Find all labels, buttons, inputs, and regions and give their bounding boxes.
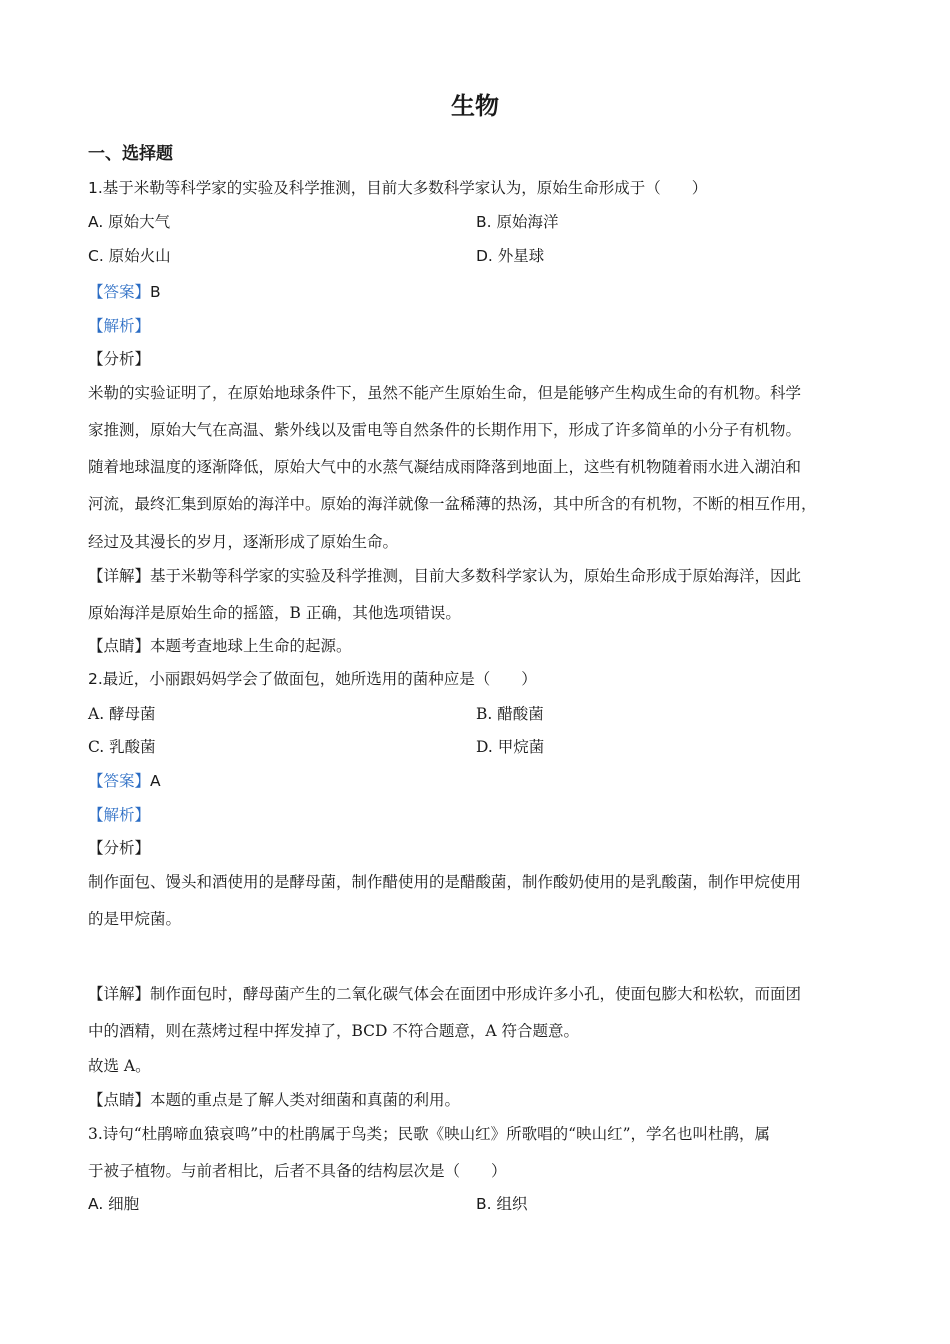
q3-stem-line: 3.诗句“杜鹃啼血猿哀鸣”中的杜鹃属于鸟类；民歌《映山红》所歌唱的“映山红”，学名也叫杜鹃，属 <box>88 1125 770 1143</box>
q2-conclusion: 故选 A。 <box>88 1057 151 1075</box>
q1-option-a: A. 原始大气 <box>88 213 171 231</box>
q1-detail-line: 基于米勒等科学家的实验及科学推测，目前大多数科学家认为，原始生命形成于原始海洋，因此 <box>150 567 802 585</box>
q1-answer-value: B <box>150 283 161 301</box>
q2-option-b: B. 醋酸菌 <box>476 705 544 723</box>
q1-comment <box>88 636 352 656</box>
q2-detail <box>88 984 801 1004</box>
q2-comment-tag: 【点睛】 <box>88 1091 151 1109</box>
q3-option-a: A. 细胞 <box>88 1195 140 1213</box>
section-heading: 一、选择题 <box>88 144 173 164</box>
q2-answer-value: A <box>150 772 161 790</box>
q2-analysis-tag: 【解析】 <box>88 806 151 824</box>
q1-comment-text: 本题考查地球上生命的起源。 <box>150 637 352 655</box>
q1-comment-tag: 【点睛】 <box>88 637 151 655</box>
q1-fenxi-tag: 【分析】 <box>88 350 151 368</box>
q1-option-d: D. 外星球 <box>476 247 545 265</box>
q1-fenxi-line: 经过及其漫长的岁月，逐渐形成了原始生命。 <box>88 533 399 551</box>
q1-fenxi-line: 河流，最终汇集到原始的海洋中。原始的海洋就像一盆稀薄的热汤，其中所含的有机物，不断的相互作用， <box>88 495 817 513</box>
q2-detail-tag: 【详解】 <box>88 985 151 1003</box>
q2-comment-text: 本题的重点是了解人类对细菌和真菌的利用。 <box>150 1091 461 1109</box>
q1-option-c: C. 原始火山 <box>88 247 171 265</box>
q2-answer <box>88 771 161 791</box>
q1-stem: 1.基于米勒等科学家的实验及科学推测，目前大多数科学家认为，原始生命形成于（ ） <box>88 179 708 197</box>
q1-detail <box>88 566 801 586</box>
page-title: 生物 <box>451 92 499 120</box>
q2-stem: 2.最近，小丽跟妈妈学会了做面包，她所选用的菌种应是（ ） <box>88 670 537 688</box>
q1-fenxi-line: 随着地球温度的逐渐降低，原始大气中的水蒸气凝结成雨降落到地面上，这些有机物随着雨水进入湖泊和 <box>88 458 802 476</box>
q1-option-b: B. 原始海洋 <box>476 213 559 231</box>
q2-option-d: D. 甲烷菌 <box>476 738 545 756</box>
q2-option-c: C. 乳酸菌 <box>88 738 156 756</box>
q1-detail-tag: 【详解】 <box>88 567 151 585</box>
q2-fenxi-line: 的是甲烷菌。 <box>88 910 182 928</box>
q2-fenxi-tag: 【分析】 <box>88 839 151 857</box>
q1-fenxi-line: 家推测，原始大气在高温、紫外线以及雷电等自然条件的长期作用下，形成了许多简单的小分子有机物。 <box>88 421 802 439</box>
q1-answer-tag: 【答案】 <box>88 283 151 301</box>
q1-fenxi-line: 米勒的实验证明了，在原始地球条件下，虽然不能产生原始生命，但是能够产生构成生命的有机物。科学 <box>88 384 802 402</box>
q3-option-b: B. 组织 <box>476 1195 528 1213</box>
q2-detail-line: 中的酒精，则在蒸烤过程中挥发掉了，BCD 不符合题意，A 符合题意。 <box>88 1022 580 1040</box>
q3-stem-line: 于被子植物。与前者相比，后者不具备的结构层次是（ ） <box>88 1162 507 1180</box>
q1-analysis-tag: 【解析】 <box>88 317 151 335</box>
q2-answer-tag: 【答案】 <box>88 772 151 790</box>
q2-fenxi-line: 制作面包、馒头和酒使用的是酵母菌，制作醋使用的是醋酸菌，制作酸奶使用的是乳酸菌，制作甲烷使用 <box>88 873 802 891</box>
q1-answer <box>88 282 161 302</box>
q1-detail-line: 原始海洋是原始生命的摇篮，B 正确，其他选项错误。 <box>88 604 461 622</box>
q2-option-a: A. 酵母菌 <box>88 705 156 723</box>
q2-comment <box>88 1090 460 1110</box>
q2-detail-line: 制作面包时，酵母菌产生的二氧化碳气体会在面团中形成许多小孔，使面包膨大和松软，而面团 <box>150 985 802 1003</box>
